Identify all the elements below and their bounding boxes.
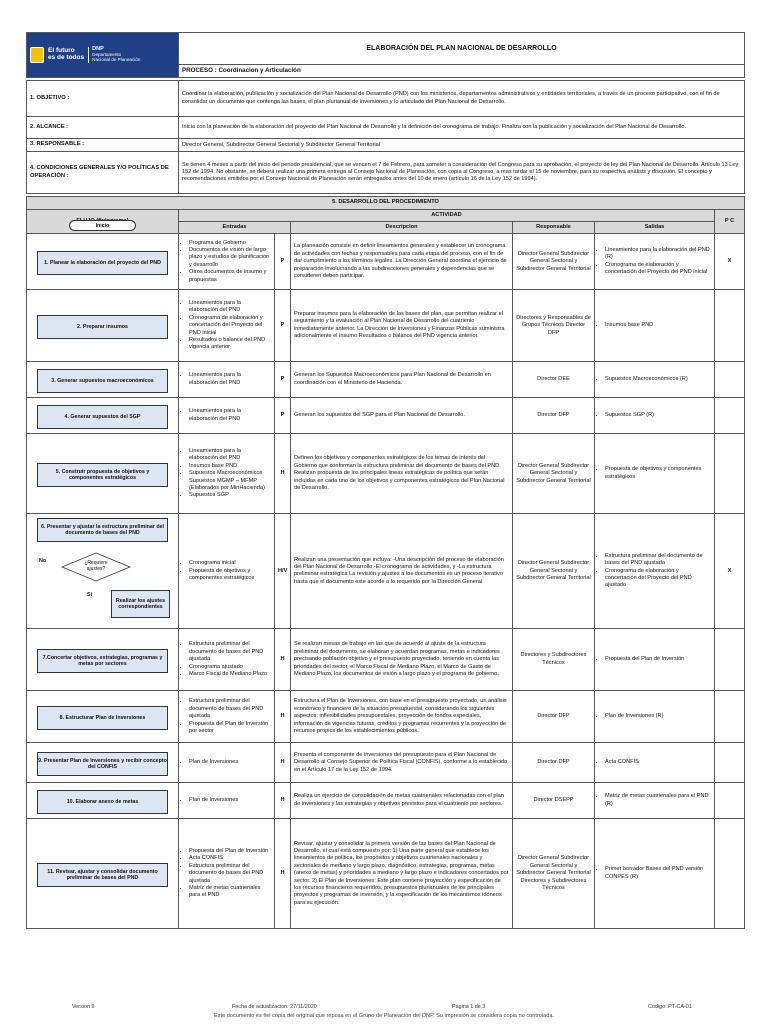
procedure-row: [27, 234, 745, 290]
description-cell: Presenta el componente de inversiones del presupuesto para el Plan Nacional de Desarrollo al Consejo Superior de Política Fiscal (CONFIS), conforme a lo establecido en el Artículo 17 de la Ley 152 de 1994.: [291, 743, 513, 783]
flow-cell: [27, 362, 179, 398]
responsible-cell: Director General Subdirector General Sectorial y Subdirector General Territorial: [513, 434, 595, 514]
flow-cell: [27, 819, 179, 929]
flow-cell: [27, 691, 179, 743]
logo-line1: El futuro: [48, 47, 75, 55]
outputs-cell: [595, 819, 715, 929]
procedure-row: [27, 819, 745, 929]
inputs-cell: [179, 743, 275, 783]
decision-label: ¿Requiere ajustes?: [84, 560, 108, 572]
outputs-cell: [595, 234, 715, 290]
outputs-cell: [595, 514, 715, 629]
output-item: • Cronograma de elaboración y concertación del Proyecto del PND ajustado: [605, 568, 711, 590]
pc-cell: [715, 783, 745, 819]
conditions-text: Se tienen 4 meses a partir del inicio del periodo presidencial, que se vencen el 7 de Febrero, para someter a consideración del Congreso para su aprobación, el proyecto de ley del Plan Nacional de Desarrollo. Artículo 13 Ley 152 de 1994. No obstante, se deberá realizar una primera entrega al Consejo Nacional de Planeación, con copia al Congreso, a mas tardar el 15 de noviembre, para su respectiva análisis y discusión. El concepto y recomendaciones emitidos por el Consejo Nacional de Planeación serán entregados antes del 10 de enero (artículo 16 de la Ley 152 de 1994).: [179, 152, 745, 194]
description-cell: Realizan una presentación que incluya: -Una descripción del proceso de elaboración del Plan Nacional de Desarrollo -El cronograma de actividades, y -La estructura preliminar estratégica La revisión y ajustes a los documentos es un proceso iterativo hasta que el documento este acorde a lo requerido por la Dirección General: [291, 514, 513, 629]
pc-header: P C: [715, 209, 745, 234]
outputs-cell: [595, 362, 715, 398]
procedure-row: [27, 783, 745, 819]
flow-cell: [27, 222, 179, 290]
flow-step-box: 6. Presentar y ajustar la estructura preliminar del documento de bases del PND: [37, 518, 168, 542]
outputs-cell: [595, 743, 715, 783]
procedure-row: [27, 743, 745, 783]
input-item: • Estructura preliminar del documento de bases del PND ajustada: [189, 641, 271, 663]
logo-brand3: Nacional de Planeación: [92, 56, 141, 62]
decision-diamond: [61, 552, 131, 582]
flow-step-box: 7.Concertar objetivos, estrategias, programas y metas por sectores: [37, 649, 168, 673]
footer-page: Pagina 1 de 3: [452, 1004, 486, 1010]
phva-cell: H: [275, 819, 291, 929]
responsible-cell: Director General Subdirector General Sectorial y Subdirector General Territorial: [513, 514, 595, 629]
description-cell: Generan los supuestos del SGP para el Plan Nacional de Desarrollo.: [291, 398, 513, 434]
pc-cell: X: [715, 234, 745, 290]
objective-label: 1. OBJETIVO :: [27, 81, 179, 117]
responsible-label: 3. RESPONSABLE :: [27, 139, 179, 152]
flow-cell: [27, 290, 179, 362]
decision-si-label: Si: [87, 592, 93, 599]
flow-cell: [27, 783, 179, 819]
input-item: • Documentos de visión de largo plazo y estudios de planificación y desarrollo: [189, 247, 271, 269]
responsible-cell: Directores y Subdirectores Técnicos: [513, 629, 595, 691]
document-sheet: [26, 32, 744, 929]
logo-brand1: DNP: [92, 46, 104, 53]
input-item: • Lineamientos para la elaboración del PND: [189, 372, 271, 387]
flow-cell: [27, 398, 179, 434]
pc-cell: [715, 362, 745, 398]
description-header: Descripcion: [291, 221, 513, 233]
input-item: • Insumos base PND: [189, 463, 271, 470]
inputs-header: Entradas: [179, 221, 291, 233]
procedure-table: [26, 196, 745, 929]
output-item: • Lineamientos para la elaboración del PND (R): [605, 247, 711, 262]
procedure-row: [27, 434, 745, 514]
inputs-cell: [179, 398, 275, 434]
phva-cell: H: [275, 743, 291, 783]
phva-cell: H: [275, 783, 291, 819]
output-item: • Cronograma de elaboración y concertación del Proyecto del PND inicial: [605, 262, 711, 277]
document-title: ELABORACIÓN DEL PLAN NACIONAL DE DESARROLLO: [179, 33, 745, 65]
inputs-cell: [179, 514, 275, 629]
input-item: • Otros documentos de insumo y propuestas: [189, 269, 271, 284]
flow-step-box: 2. Preparar insumos: [37, 315, 168, 339]
input-item: • Marco Fiscal de Mediano Plazo: [189, 671, 271, 678]
adjust-box: Realizar los ajustes correspondientes: [111, 590, 170, 618]
decision-no-label: No: [39, 558, 47, 565]
phva-cell: H/V: [275, 514, 291, 629]
input-item: • Propuesta de objetivos y componentes estratégicos: [189, 568, 271, 583]
input-item: • Acta CONFIS: [189, 855, 271, 862]
logo-brand2: Departamento: [92, 52, 122, 58]
output-item: • Matriz de metas cuatrienales para el PND (R): [605, 793, 711, 808]
outputs-cell: [595, 398, 715, 434]
phva-cell: P: [275, 362, 291, 398]
pc-cell: [715, 290, 745, 362]
outputs-cell: [595, 783, 715, 819]
input-item: • Programa de Gobierno: [189, 240, 271, 247]
output-item: • Estructura preliminar del documento de bases del PND ajustada: [605, 553, 711, 568]
flow-cell: [27, 743, 179, 783]
sections-table: [26, 80, 745, 194]
input-item: • Resultados o balance del PND vigencia anterior: [189, 337, 271, 352]
output-item: • Plan de Inversiones (R): [605, 713, 711, 720]
flow-step-box: 11. Revisar, ajustar y consolidar documento preliminar de bases del PND: [37, 863, 168, 887]
footer-note: Este documento es fiel copia del original que reposa en el Grupo de Planeación del DNP. Su impresión se considera copia no controlada.: [213, 1013, 555, 1019]
phva-cell: P: [275, 234, 291, 290]
outputs-cell: [595, 434, 715, 514]
description-cell: Se realizan mesas de trabajo en las que de acuerdo al ajuste de la estructura preliminar del documento, se elaboran y acuerdan programas, metas e indicadores precisando población objetivo y el presupuesto proyectado, teniendo en cuenta las prioridades del sector, el Marco Fiscal de Mediano Plazo, el Marco de Gasto de Mediano Plazo, los documentos de visión a largo plazo y el programa de gobierno.: [291, 629, 513, 691]
description-cell: Estructura el Plan de Inversiones, con base en el presupuesto proyectado, un análisis económico y financiero de la situación presupuestal, considerando los siguientes aspectos: inflexibilidades presupuestales, proyección de fondos especiales, información de vigencias futuras, créditos y programas recurrentes y la proyección de recursos propios de los establecimientos públicos.: [291, 691, 513, 743]
inputs-cell: [179, 290, 275, 362]
outputs-header: Salidas: [595, 221, 715, 233]
responsible-cell: Director General Subdirector General Sectorial y Subdirector General Territorial Directores y Subdirectores Técnicos: [513, 819, 595, 929]
conditions-label: 4. CONDICIONES GENERALES Y/O POLÍTICAS DE OPERACIÓN :: [27, 152, 179, 194]
input-item: • Lineamientos para la elaboración del PND: [189, 448, 271, 463]
output-item: • Supuestos SGP (R): [605, 412, 711, 419]
phva-cell: H: [275, 434, 291, 514]
procedure-row: [27, 514, 745, 629]
procedure-row: [27, 629, 745, 691]
input-item: • Cronograma de elaboración y concertación del Proyecto del PND inicial: [189, 315, 271, 337]
input-item: • Lineamientos para la elaboración del PND: [189, 300, 271, 315]
input-item: • Lineamientos para la elaboración del PND: [189, 408, 271, 423]
output-item: • Propuesta del Plan de Inversión: [605, 656, 711, 663]
phva-cell: H: [275, 629, 291, 691]
description-cell: Revisar, ajustar y consolidar la primera versión de las bases del Plan Nacional de Desarrollo, el cual está compuesto por: 1) Una parte general que establece los lineamientos de política, los propósitos y objetivos cuatrienales nacionales y sectoriales de mediano y largo plazo, diagnóstico, estrategias, programas, metas (anexo de metas) y prioridades a mediano y largo plazo e indicadores concertados por sector. 2) El Plan de Inversiones: Este plan contiene proyección y especificación de los recursos financieros requeridos, presupuestos plurianuales de los principales proyectos y programas de inversión, y la especificación de los mecanismos idóneos para su ejecución.: [291, 819, 513, 929]
inputs-cell: [179, 783, 275, 819]
input-item: • Plan de Inversiones: [189, 759, 271, 766]
pc-cell: [715, 743, 745, 783]
activity-header: ACTIVIDAD: [179, 209, 715, 221]
input-item: • Estructura preliminar del documento de bases del PND ajustada: [189, 698, 271, 720]
scope-text: Inicia con la planeación de la elaboración del proyecto del Plan Nacional de Desarrollo y la definición del cronograma de trabajo. Finaliza con la publicación y socialización del Plan Nacional de Desarrollo.: [179, 117, 745, 139]
input-item: • Cronograma ajustado: [189, 664, 271, 671]
input-item: • Estructura preliminar del documento de bases del PND ajustada: [189, 863, 271, 885]
inputs-cell: [179, 691, 275, 743]
outputs-cell: [595, 629, 715, 691]
start-terminal: Inicio: [69, 220, 136, 231]
flow-step-box: 9. Presentar Plan de Inversiones y recibir concepto del CONFIS: [37, 752, 168, 776]
responsible-cell: Director DSEPP: [513, 783, 595, 819]
procedure-band: 5. DESARROLLO DEL PROCEDIMIENTO: [27, 197, 745, 209]
procedure-row: [27, 691, 745, 743]
responsible-cell: Directores y Responsables de Grupos Técnicos Director DFP: [513, 290, 595, 362]
output-item: • Supuestos Macroeconómicos (R): [605, 376, 711, 383]
outputs-cell: [595, 691, 715, 743]
input-item: • Cronograma inicial: [189, 560, 271, 567]
logo-line2: es de todos: [48, 54, 85, 62]
scope-label: 2. ALCANCE :: [27, 117, 179, 139]
output-item: • Primer borrador Bases del PND versión CONPES (R): [605, 866, 711, 881]
flow-step-box: 4. Generar supuestos del SGP: [37, 405, 168, 429]
footer-date: Fecha de actualizacion: 27/11/2020: [232, 1004, 317, 1010]
description-cell: Definen los objetivos y componentes estratégicos de los temas de interés del Gobierno que conforman la estructura preliminar del documento de bases del PND. Realizan propuesta de los principales lineas estratégicas de política que serán incluidas en cada uno de los objetivos y componentes estratégicos del Plan Nacional de Desarrollo.: [291, 434, 513, 514]
input-item: • Supuestos SGP: [189, 492, 271, 499]
procedure-row: [27, 362, 745, 398]
input-item: • Plan de Inversiones: [189, 797, 271, 804]
pc-cell: [715, 629, 745, 691]
flow-cell: [27, 434, 179, 514]
flow-cell: [27, 629, 179, 691]
flow-cell: [27, 514, 179, 629]
input-item: • Propuesta del Plan de Inversión: [189, 848, 271, 855]
responsible-header: Responsable: [513, 221, 595, 233]
pc-cell: [715, 691, 745, 743]
responsible-cell: Director General Subdirector General Sectorial y Subdirector General Territorial: [513, 234, 595, 290]
footer-code: Codigo: PT-CA-01: [648, 1004, 692, 1010]
pc-cell: [715, 398, 745, 434]
procedure-row: [27, 398, 745, 434]
phva-cell: P: [275, 398, 291, 434]
process-name: PROCESO : Coordinacion y Articulación: [179, 65, 745, 78]
output-item: • Insumos base PND: [605, 322, 711, 329]
inputs-cell: [179, 362, 275, 398]
description-cell: Generan los Supuestos Macroeconómicos para Plan Nacional de Desarrollo en coordinación con el Ministerio de Hacienda.: [291, 362, 513, 398]
responsible-cell: Director DEE: [513, 362, 595, 398]
dnp-logo: [27, 33, 179, 78]
pc-cell: [715, 434, 745, 514]
pc-cell: X: [715, 514, 745, 629]
output-item: • Acta CONFIS: [605, 759, 711, 766]
flow-step-box: 10. Elaborar anexo de metas: [37, 790, 168, 814]
description-cell: La planeación consiste en definir lineamientos generales y establecer un cronograma de actividades con fechas y responsables para cada etapa del proceso, con el fin de dar cumplimiento a los términos legales. La Dirección General coordina el ejercicio de preparación involucrando a las subdirecciones generales y dependencias que se consideren deben participar.: [291, 234, 513, 290]
pc-cell: [715, 819, 745, 929]
input-item: • Matriz de metas cuatrienales para el PND: [189, 885, 271, 900]
input-item: • Supuestos Macroeconómicos Supuestos MGMP – MFMP (Elaborados por MinHacienda): [189, 470, 271, 492]
colombia-seal-icon: [30, 47, 44, 63]
inputs-cell: [179, 819, 275, 929]
flow-step-box: 8. Estructurar Plan de Inversiones: [37, 706, 168, 730]
outputs-cell: [595, 290, 715, 362]
flow-step-box: 1. Planear la elaboración del proyecto del PND: [37, 251, 168, 275]
description-cell: Realiza un ejercicio de consolidación de metas cuatrienales relacionadas con el plan de inversiones y las estrategias y objetivos previstos para el cuatrienio por sectores.: [291, 783, 513, 819]
description-cell: Preparar insumos para la elaboración de las bases del plan, que permitan realizar el seguimiento y la evaluación al Plan Nacional de Desarrollo del cuatrienio inmediatamente anterior. La Dirección de Inversiones y Finanzas Públicas suministra adicionalmente el insumo Resultados o balance del PND vigencia anterior.: [291, 290, 513, 362]
phva-cell: P: [275, 290, 291, 362]
procedure-row: [27, 290, 745, 362]
inputs-cell: [179, 434, 275, 514]
footer-version: Version 9: [72, 1004, 95, 1010]
responsible-cell: Director DFP: [513, 691, 595, 743]
header-table: [26, 32, 745, 78]
inputs-cell: [179, 629, 275, 691]
flow-step-box: 3. Generar supuestos macroeconómicos: [37, 369, 168, 393]
input-item: • Propuesta del Plan de Inversión por sector: [189, 721, 271, 736]
responsible-cell: Director DFP: [513, 743, 595, 783]
inputs-cell: [179, 234, 275, 290]
objective-text: Coordinar la elaboración, publicación y socialización del Plan Nacional de Desarrollo (PND) con los ministerios, departamentos administrativos y entidades territoriales, a través de un proceso participativo, con el fin de consolidar un documento que contenga las bases, el plan plurianual de inversiones y lo articulado del Plan Nacional de Desarrollo.: [179, 81, 745, 117]
responsible-cell: Director DFP: [513, 398, 595, 434]
output-item: • Propuesta de objetivos y componentes estratégicos: [605, 466, 711, 481]
phva-cell: H: [275, 691, 291, 743]
responsible-text: Director General, Subdirector General Sectorial y Subdirector General Territorial: [179, 139, 745, 152]
flow-step-box: 5. Construir propuesta de objetivos y componentes estratégicos: [37, 463, 168, 487]
